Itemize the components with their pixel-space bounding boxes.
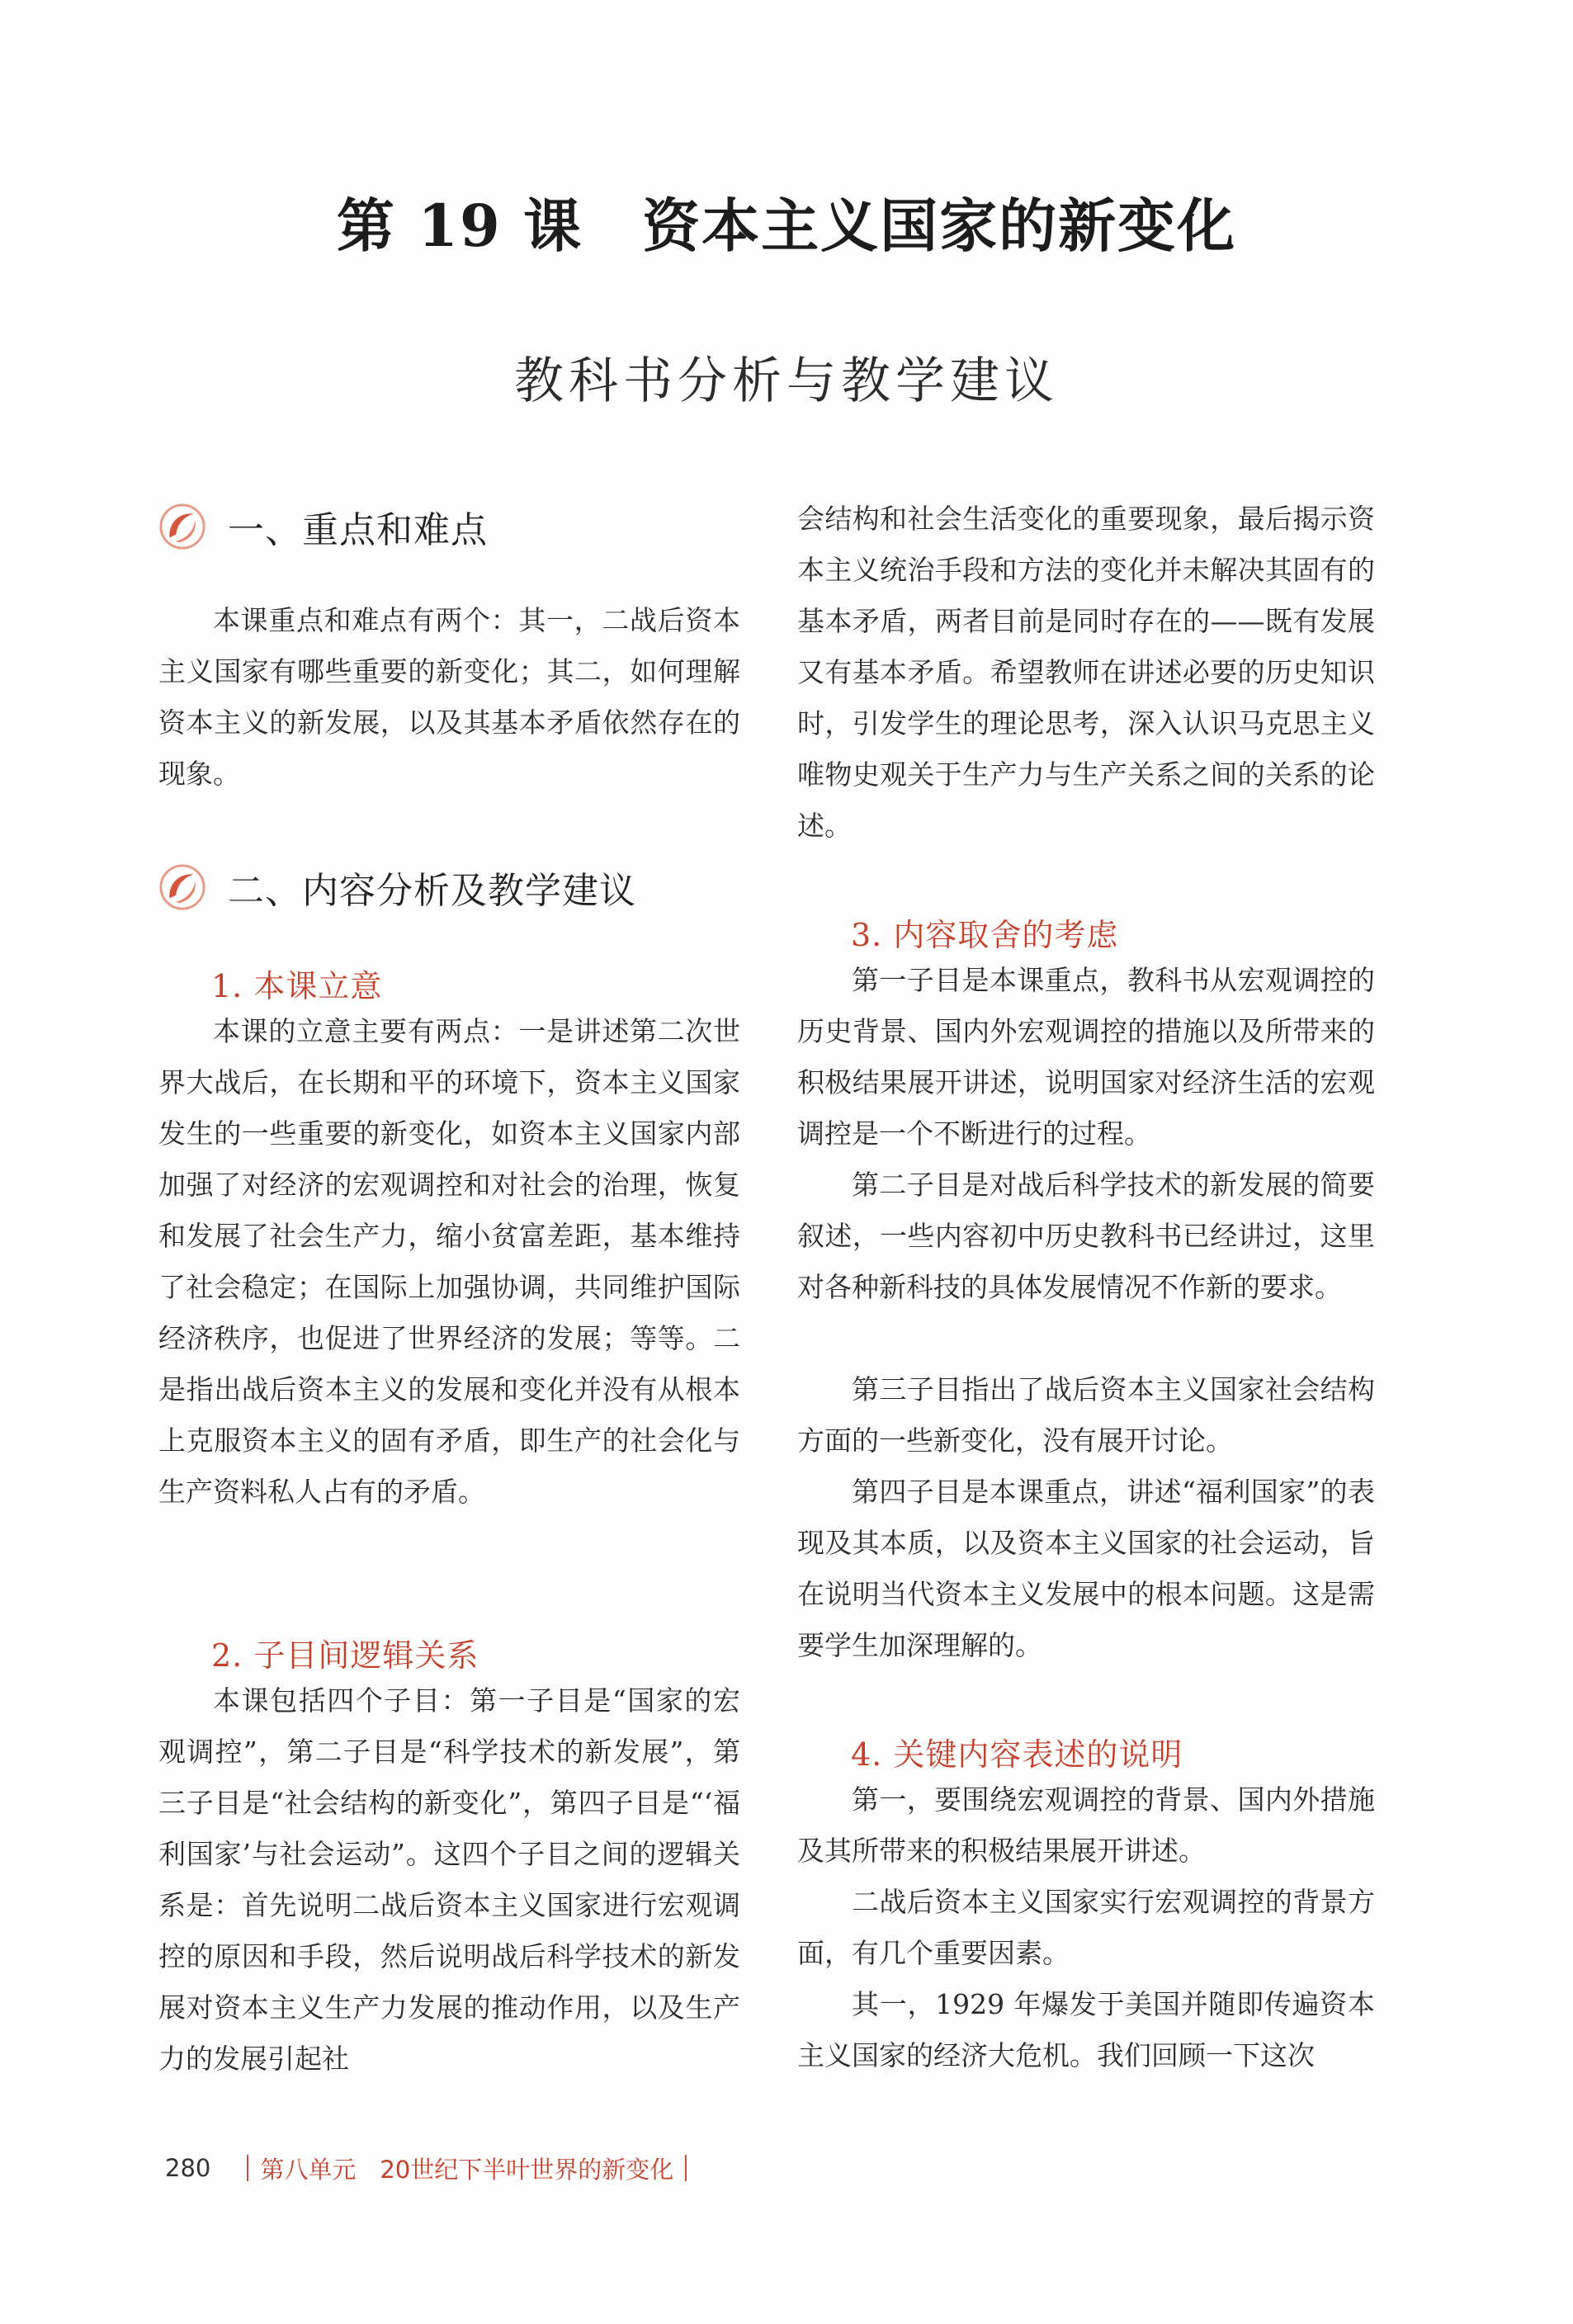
section-subtitle: 教科书分析与教学建议 [514,352,1059,410]
section-heading-2 [158,858,636,916]
swirl-icon [158,863,206,911]
sub3-paragraph-4: 第四子目是本课重点，讲述“福利国家”的表现及其本质，以及资本主义国家的社会运动，旨在说明当代资本主义发展中的根本问题。这是需要学生加深理解的。 [797,1476,1375,1661]
sub2-paragraph-continued: 会结构和社会生活变化的重要现象，最后揭示资本主义统治手段和方法的变化并未解决其固有的基本矛盾，两者目前是同时存在的——既有发展又有基本矛盾。希望教师在讲述必要的历史知识时，引发学生的理论思考，深入认识马克思主义唯物史观关于生产力与生产关系之间的关系的论述。 [797,503,1375,842]
section-heading-2-text: 二、内容分析及教学建议 [228,870,636,912]
sub2-paragraph: 本课包括四个子目：第一子目是“国家的宏观调控”，第二子目是“科学技术的新发展”，第三子目是“社会结构的新变化”，第四子目是“‘福利国家’与社会运动”。这四个子目之间的逻辑关系是：首先说明二战后资本主义国家进行宏观调控的原因和手段，然后说明战后科学技术的新发展对资本主义生产力发展的推动作用，以及生产力的发展引起社 [158,1684,740,2075]
subheading-4: 4. 关键内容表述的说明 [851,1736,1183,1773]
page-footer [165,2147,698,2189]
sub1-paragraph: 本课的立意主要有两点：一是讲述第二次世界大战后，在长期和平的环境下，资本主义国家发生的一些重要的新变化，如资本主义国家内部加强了对经济的宏观调控和对社会的治理，恢复和发展了社会生产力，缩小贫富差距，基本维持了社会稳定；在国际上加强协调，共同维护国际经济秩序，也促进了世界经济的发展；等等。二是指出战后资本主义的发展和变化并没有从根本上克服资本主义的固有矛盾，即生产的社会化与生产资料私人占有的矛盾。 [158,1015,740,1508]
footer-divider [685,2155,687,2181]
footer-divider [247,2155,248,2181]
sub3-paragraph-3: 第三子目指出了战后资本主义国家社会结构方面的一些新变化，没有展开讨论。 [797,1373,1375,1457]
unit-label: 第八单元 20世纪下半叶世界的新变化 [260,2155,674,2184]
sub4-paragraph-3: 其一，1929 年爆发于美国并随即传遍资本主义国家的经济大危机。我们回顾一下这次 [797,1988,1375,2071]
section-heading-1-text: 一、重点和难点 [228,509,488,551]
subheading-1: 1. 本课立意 [211,968,383,1004]
page-number: 280 [165,2154,211,2182]
subheading-3: 3. 内容取舍的考虑 [851,917,1119,953]
section-heading-1 [158,498,488,555]
lesson-title: 第 19 课 资本主义国家的新变化 [336,191,1237,260]
sub3-paragraph-1: 第一子目是本课重点，教科书从宏观调控的历史背景、国内外宏观调控的措施以及所带来的积极结果展开讲述，说明国家对经济生活的宏观调控是一个不断进行的过程。 [797,964,1375,1150]
sub4-paragraph-2: 二战后资本主义国家实行宏观调控的背景方面，有几个重要因素。 [797,1886,1375,1969]
sub4-paragraph-1: 第一，要围绕宏观调控的背景、国内外措施及其所带来的积极结果展开讲述。 [797,1783,1375,1867]
swirl-icon [158,503,206,550]
sub3-paragraph-2: 第二子目是对战后科学技术的新发展的简要叙述，一些内容初中历史教科书已经讲过，这里对各种新科技的具体发展情况不作新的要求。 [797,1169,1375,1303]
s1-paragraph: 本课重点和难点有两个：其一，二战后资本主义国家有哪些重要的新变化；其二，如何理解资本主义的新发展，以及其基本矛盾依然存在的现象。 [158,604,740,790]
subheading-2: 2. 子目间逻辑关系 [211,1637,479,1674]
